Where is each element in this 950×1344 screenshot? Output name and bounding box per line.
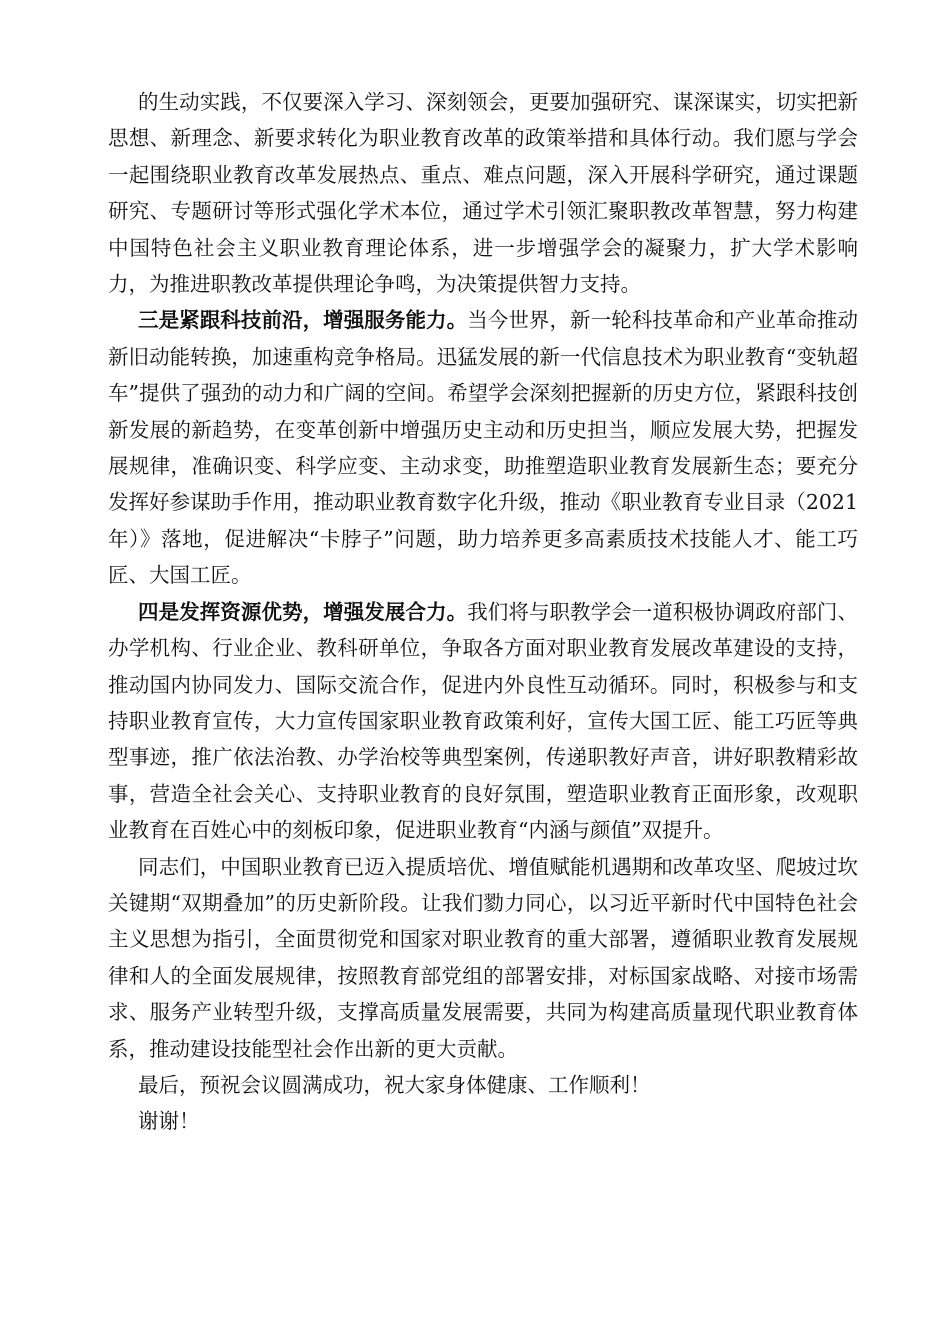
paragraph-5: [108, 1067, 858, 1103]
paragraph-4: [108, 849, 858, 1067]
paragraph-5-text: 最后，预祝会议圆满成功，祝大家身体健康、工作顺利！: [138, 1072, 651, 1097]
document-page: [108, 84, 858, 1140]
paragraph-6: [108, 1103, 858, 1139]
paragraph-3-text: 我们将与职教学会一道积极协调政府部门、办学机构、行业企业、教科研单位，争取各方面对职业教育发展改革建设的支持，推动国内协同发力、国际交流合作，促进内外良性互动循环。同时，积极参与和支持职业教育宣传，大力宣传国家职业教育政策利好，宣传大国工匠、能工巧匠等典型事迹，推广依法治教、办学治校等典型案例，传递职教好声音，讲好职教精彩故事，营造全社会关心、支持职业教育的良好氛围，塑造职业教育正面形象，改观职业教育在百姓心中的刻板印象，促进职业教育“内涵与颜值”双提升。: [108, 599, 859, 843]
paragraph-2: [108, 302, 858, 593]
paragraph-2-lead: 三是紧跟科技前沿，增强服务能力。: [138, 308, 468, 333]
paragraph-2-text: 当今世界，新一轮科技革命和产业革命推动新旧动能转换，加速重构竞争格局。迅猛发展的新一代信息技术为职业教育“变轨超车”提供了强劲的动力和广阔的空间。希望学会深刻把握新的历史方位，紧跟科技创新发展的新趋势，在变革创新中增强历史主动和历史担当，顺应发展大势，把握发展规律，准确识变、科学应变、主动求变，助推塑造职业教育发展新生态；要充分发挥好参谋助手作用，推动职业教育数字化升级，推动《职业教育专业目录（2021年）》落地，促进解决“卡脖子”问题，助力培养更多高素质技术技能人才、能工巧匠、大国工匠。: [108, 308, 859, 588]
paragraph-1-text: 的生动实践，不仅要深入学习、深刻领会，更要加强研究、谋深谋实，切实把新思想、新理念、新要求转化为职业教育改革的政策举措和具体行动。我们愿与学会一起围绕职业教育改革发展热点、重点、难点问题，深入开展科学研究，通过课题研究、专题研讨等形式强化学术本位，通过学术引领汇聚职教改革智慧，努力构建中国特色社会主义职业教育理论体系，进一步增强学会的凝聚力，扩大学术影响力，为推进职教改革提供理论争鸣，为决策提供智力支持。: [108, 90, 858, 297]
paragraph-4-text: 同志们，中国职业教育已迈入提质培优、增值赋能机遇期和改革攻坚、爬坡过坎关键期“双期叠加”的历史新阶段。让我们勠力同心，以习近平新时代中国特色社会主义思想为指引，全面贯彻党和国家对职业教育的重大部署，遵循职业教育发展规律和人的全面发展规律，按照教育部党组的部署安排，对标国家战略、对接市场需求、服务产业转型升级，支撑高质量发展需要，共同为构建高质量现代职业教育体系，推动建设技能型社会作出新的更大贡献。: [108, 854, 858, 1061]
paragraph-3-lead: 四是发挥资源优势，增强发展合力。: [138, 599, 468, 624]
paragraph-1: [108, 84, 858, 302]
paragraph-6-text: 谢谢！: [138, 1109, 200, 1134]
paragraph-3: [108, 594, 858, 849]
